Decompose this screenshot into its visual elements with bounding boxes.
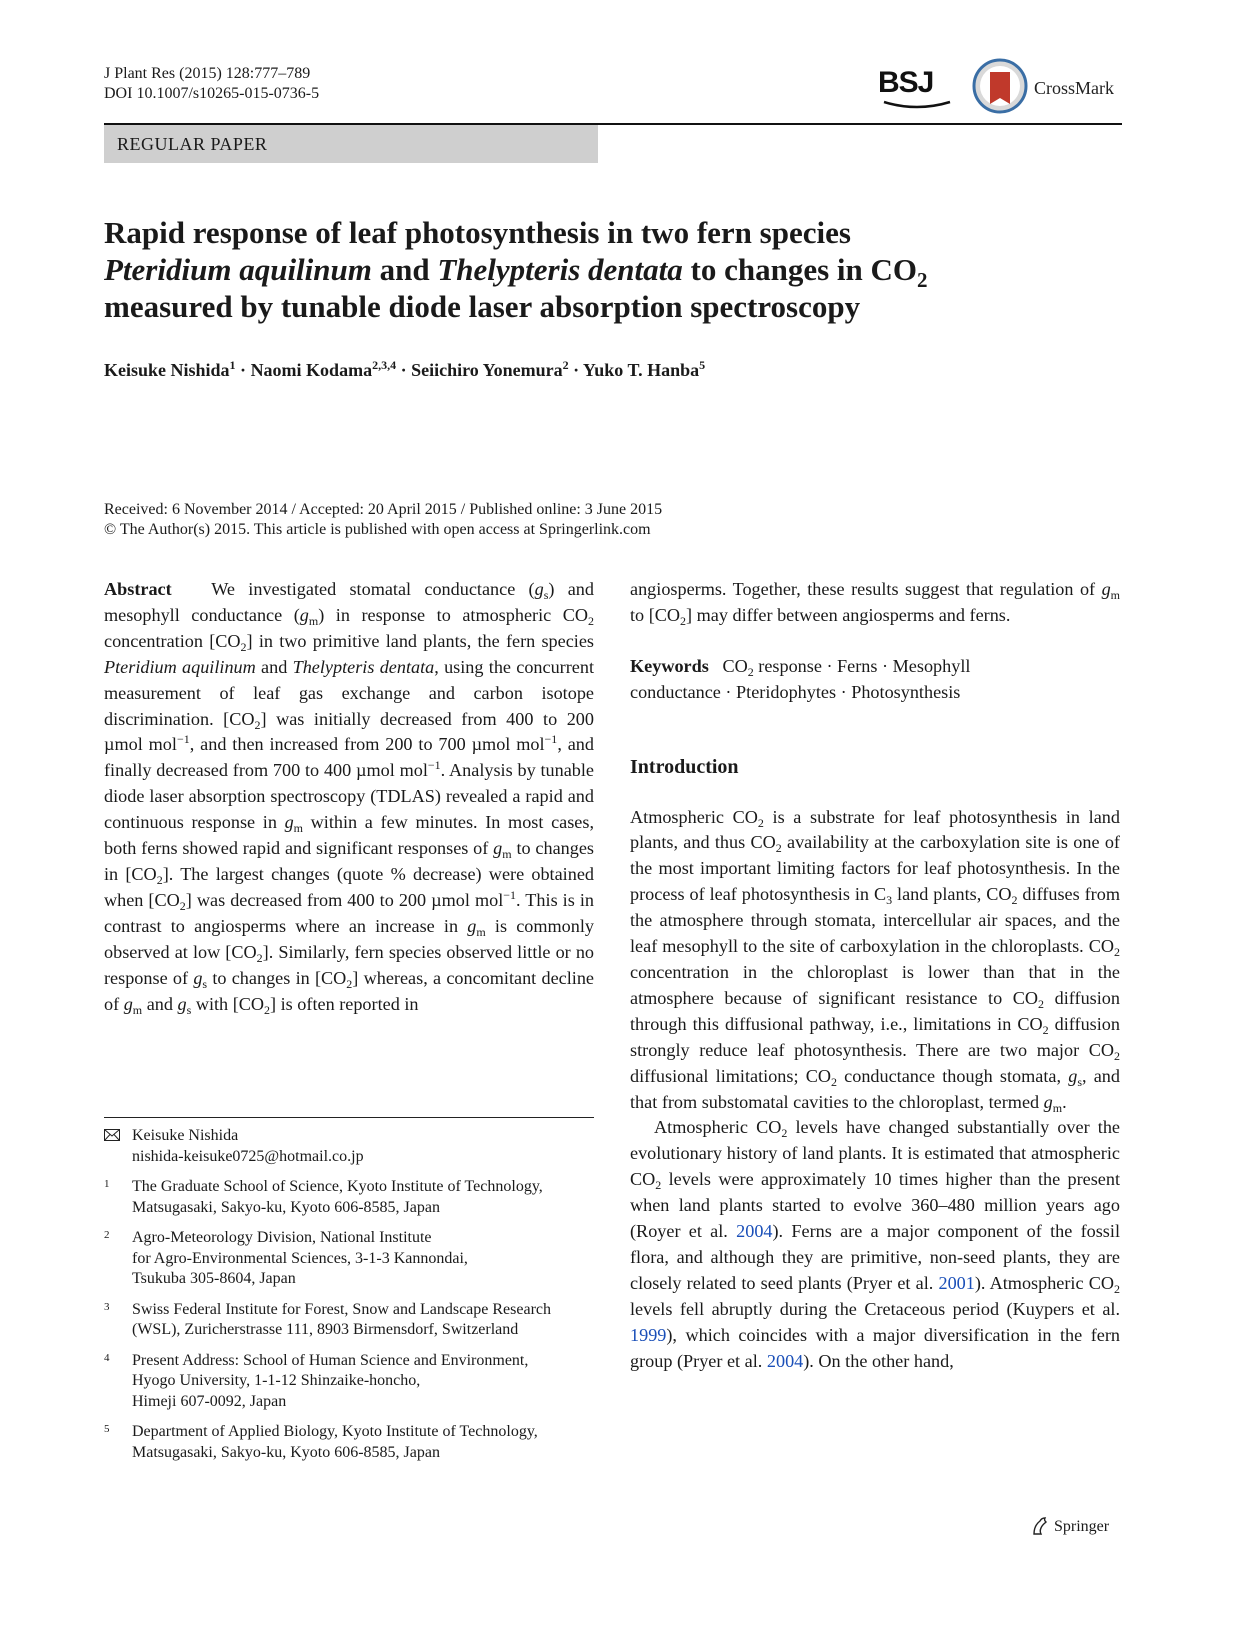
affiliation xyxy=(104,1351,594,1413)
keywords-line-2: conductance · Pteridophytes · Photosynthesis xyxy=(630,681,961,702)
publication-dates xyxy=(104,500,662,540)
citation-link[interactable]: 2001 xyxy=(938,1272,975,1293)
affiliation-line: Matsugasaki, Sakyo-ku, Kyoto 606-8585, Japan xyxy=(132,1198,440,1216)
species-2: Thelypteris dentata xyxy=(437,252,683,287)
affiliation-number: 4 xyxy=(104,1351,110,1364)
author-name[interactable]: Keisuke Nishida xyxy=(104,360,230,380)
corresponding-email[interactable]: nishida-keisuke0725@hotmail.co.jp xyxy=(132,1147,364,1165)
author-list: Keisuke Nishida$^1$ · Naomi Kodama$^{2,3,4}$ · Seiichiro Yonemura$^2$ · Yuko T. Hanba$^5$ xyxy=(104,358,706,380)
affiliation-number: 5 xyxy=(104,1423,110,1435)
citation-link[interactable]: 2004 xyxy=(736,1221,773,1242)
affiliation-line: Swiss Federal Institute for Forest, Snow and Landscape Research xyxy=(132,1300,552,1318)
doi-line: DOI 10.1007/s10265-015-0736-5 xyxy=(104,85,320,102)
title-line-2 xyxy=(104,251,1114,292)
title-subscript: 2 xyxy=(917,268,928,292)
citation-link[interactable]: 2004 xyxy=(766,1350,804,1371)
affiliation xyxy=(104,1228,594,1290)
bsj-swoosh-icon xyxy=(882,100,952,110)
affiliation-number: 1 xyxy=(104,1178,110,1190)
springer-horse-icon xyxy=(1030,1516,1050,1536)
publisher-logo xyxy=(1030,1516,1130,1538)
abstract-text: Abstract We investigated stomatal conductance $(g_s)$ and mesophyll conductance $(g_m)$ in response to atmospheric $CO_2$ concentration $[CO_2]$ in two primitive land plants, the fern species Pteridium aquilinum and Thelypteris dentata, using the concurrent measurement of leaf gas exchange and carbon isotope discrimination. $[CO_2]$ was initially decreased from 400 to 200 µmol mol$^{-1}$, and then increased from 200 to 700 µmol mol$^{-1}$, and finally decreased from 700 to 400 µmol mol$^{-1}$. Analysis by tunable diode laser absorption spectroscopy (TDLAS) revealed a rapid and continuous response in $g_m$ within a few minutes. In most cases, both ferns showed rapid and significant responses of $g_m$ to changes in $[CO_2]$. The largest changes (quote % decrease) were obtained when $[CO_2]$ was decreased from 400 to 200 µmol mol$^{-1}$. This is in contrast to angiosperms where an increase in $g_m$ is commonly observed at low $[CO_2]$. Similarly, fern species observed little or no response of $g_s$ to changes in $[CO_2]$ whereas, a concomitant decline of $g_m$ and $g_s$ with $[CO_2]$ is often reported in xyxy=(104,579,595,1017)
title-and: and xyxy=(379,252,430,287)
affiliation-line: Present Address: School of Human Science and Environment, xyxy=(132,1351,529,1369)
corresponding-author xyxy=(104,1126,594,1167)
abstract-continued: angiosperms. Together, these results suggest that regulation of $g_m$ to $[CO_2]$ may differ between angiosperms and ferns. xyxy=(630,579,1120,628)
springer-label: Springer xyxy=(1054,1518,1110,1535)
footnote-rule xyxy=(104,1117,594,1118)
keywords-label: Keywords xyxy=(630,655,709,676)
title-line-3: measured by tunable diode laser absorption spectroscopy xyxy=(104,289,861,324)
journal-line: J Plant Res (2015) 128:777–789 xyxy=(104,65,311,82)
author-name[interactable]: Yuko T. Hanba xyxy=(582,360,700,380)
header-logos xyxy=(878,58,1122,120)
affiliation xyxy=(104,1177,594,1218)
author-affiliation: 2 xyxy=(562,358,569,372)
affiliation-line: Tsukuba 305-8604, Japan xyxy=(132,1270,296,1287)
affiliation-number: 3 xyxy=(104,1300,110,1313)
crossmark-label[interactable]: CrossMark xyxy=(1034,78,1114,98)
affiliation-line: Department of Applied Biology, Kyoto Institute of Technology, xyxy=(132,1423,538,1440)
keyword-co2: CO xyxy=(722,655,748,676)
author-affiliation: 1 xyxy=(229,358,236,372)
author-name[interactable]: Seiichiro Yonemura xyxy=(411,360,563,380)
intro-paragraph-2: Atmospheric $CO_2$ levels have changed substantially over the evolutionary history of land plants. It is estimated that atmospheric $CO_2$ levels were approximately 10 times higher than the present when land plants started to evolve 360–480 million years ago (Royer et al. 2004). Ferns are a major component of the fossil flora, and although they are primitive, non-seed plants, they are closely related to seed plants (Pryer et al. 2001). Atmospheric $CO_2$ levels fell abruptly during the Cretaceous period (Kuypers et al. 1999), which coincides with a major diversification in the fern group (Pryer et al. 2004). On the other hand, xyxy=(630,1117,1121,1371)
affiliation-line: Himeji 607-0092, Japan xyxy=(132,1392,287,1410)
article-title xyxy=(104,214,1114,325)
author-affiliation: 2,3,4 xyxy=(372,358,397,372)
right-column xyxy=(630,577,1120,1374)
affiliation-number: 2 xyxy=(104,1229,110,1241)
abstract xyxy=(104,577,594,1017)
affiliation-line: Matsugasaki, Sakyo-ku, Kyoto 606-8585, Japan xyxy=(132,1443,440,1461)
corresponding-name: Keisuke Nishida xyxy=(132,1127,239,1144)
affiliation xyxy=(104,1300,594,1341)
envelope-icon xyxy=(104,1129,120,1141)
title-tail: to changes in CO xyxy=(690,252,918,287)
introduction-heading: Introduction xyxy=(630,755,739,778)
keywords: Keywords $CO_2$ response · Ferns · Mesophyll conductance · Pteridophytes · Photosynthesis xyxy=(630,655,971,702)
intro-paragraph-1: Atmospheric $CO_2$ is a substrate for leaf photosynthesis in land plants, and thus $CO_2$ availability at the carboxylation site is one of the most important limiting factors for leaf photosynthesis. In the process of leaf photosynthesis in $C_3$ land plants, $CO_2$ diffuses from the atmosphere through stomata, intercellular air spaces, and the leaf mesophyll to the site of carboxylation in the chloroplasts. $CO_2$ concentration in the chloroplast is lower than that in the atmosphere because of significant resistance to $CO_2$ diffusion through this diffusional pathway, i.e., limitations in $CO_2$ diffusion strongly reduce leaf photosynthesis. There are two major $CO_2$ diffusional limitations; $CO_2$ conductance though stomata, $g_s$, and that from substomatal cavities to the chloroplast, termed $g_m$. xyxy=(630,806,1120,1115)
received-line: Received: 6 November 2014 / Accepted: 20 April 2015 / Published online: 3 June 2015 xyxy=(104,501,663,518)
author-affiliation: 5 xyxy=(699,358,706,372)
author-name[interactable]: Naomi Kodama xyxy=(250,360,373,380)
citation-link[interactable]: 1999 xyxy=(630,1324,667,1345)
journal-citation xyxy=(104,64,319,104)
affiliation-line: Agro-Meteorology Division, National Institute xyxy=(132,1229,432,1246)
affiliation-line: The Graduate School of Science, Kyoto Institute of Technology, xyxy=(132,1178,543,1195)
affiliation-line: for Agro-Environmental Sciences, 3-1-3 Kannondai, xyxy=(132,1249,468,1267)
affiliation-line: (WSL), Zuricherstrasse 111, 8903 Birmensdorf, Switzerland xyxy=(132,1321,519,1338)
copyright-line: © The Author(s) 2015. This article is published with open access at Springerlink.com xyxy=(104,521,651,538)
crossmark-icon[interactable] xyxy=(972,58,1028,114)
bsj-logo[interactable]: BSJ xyxy=(878,66,934,99)
title-line-1: Rapid response of leaf photosynthesis in two fern species xyxy=(104,215,851,250)
affiliation-line: Hyogo University, 1-1-12 Shinzaike-honcho, xyxy=(132,1372,421,1389)
section-label: REGULAR PAPER xyxy=(104,125,598,163)
species-1: Pteridium aquilinum xyxy=(104,252,372,287)
keywords-line-1: response · Ferns · Mesophyll xyxy=(753,655,971,676)
footnotes xyxy=(104,1126,594,1473)
affiliation xyxy=(104,1422,594,1463)
